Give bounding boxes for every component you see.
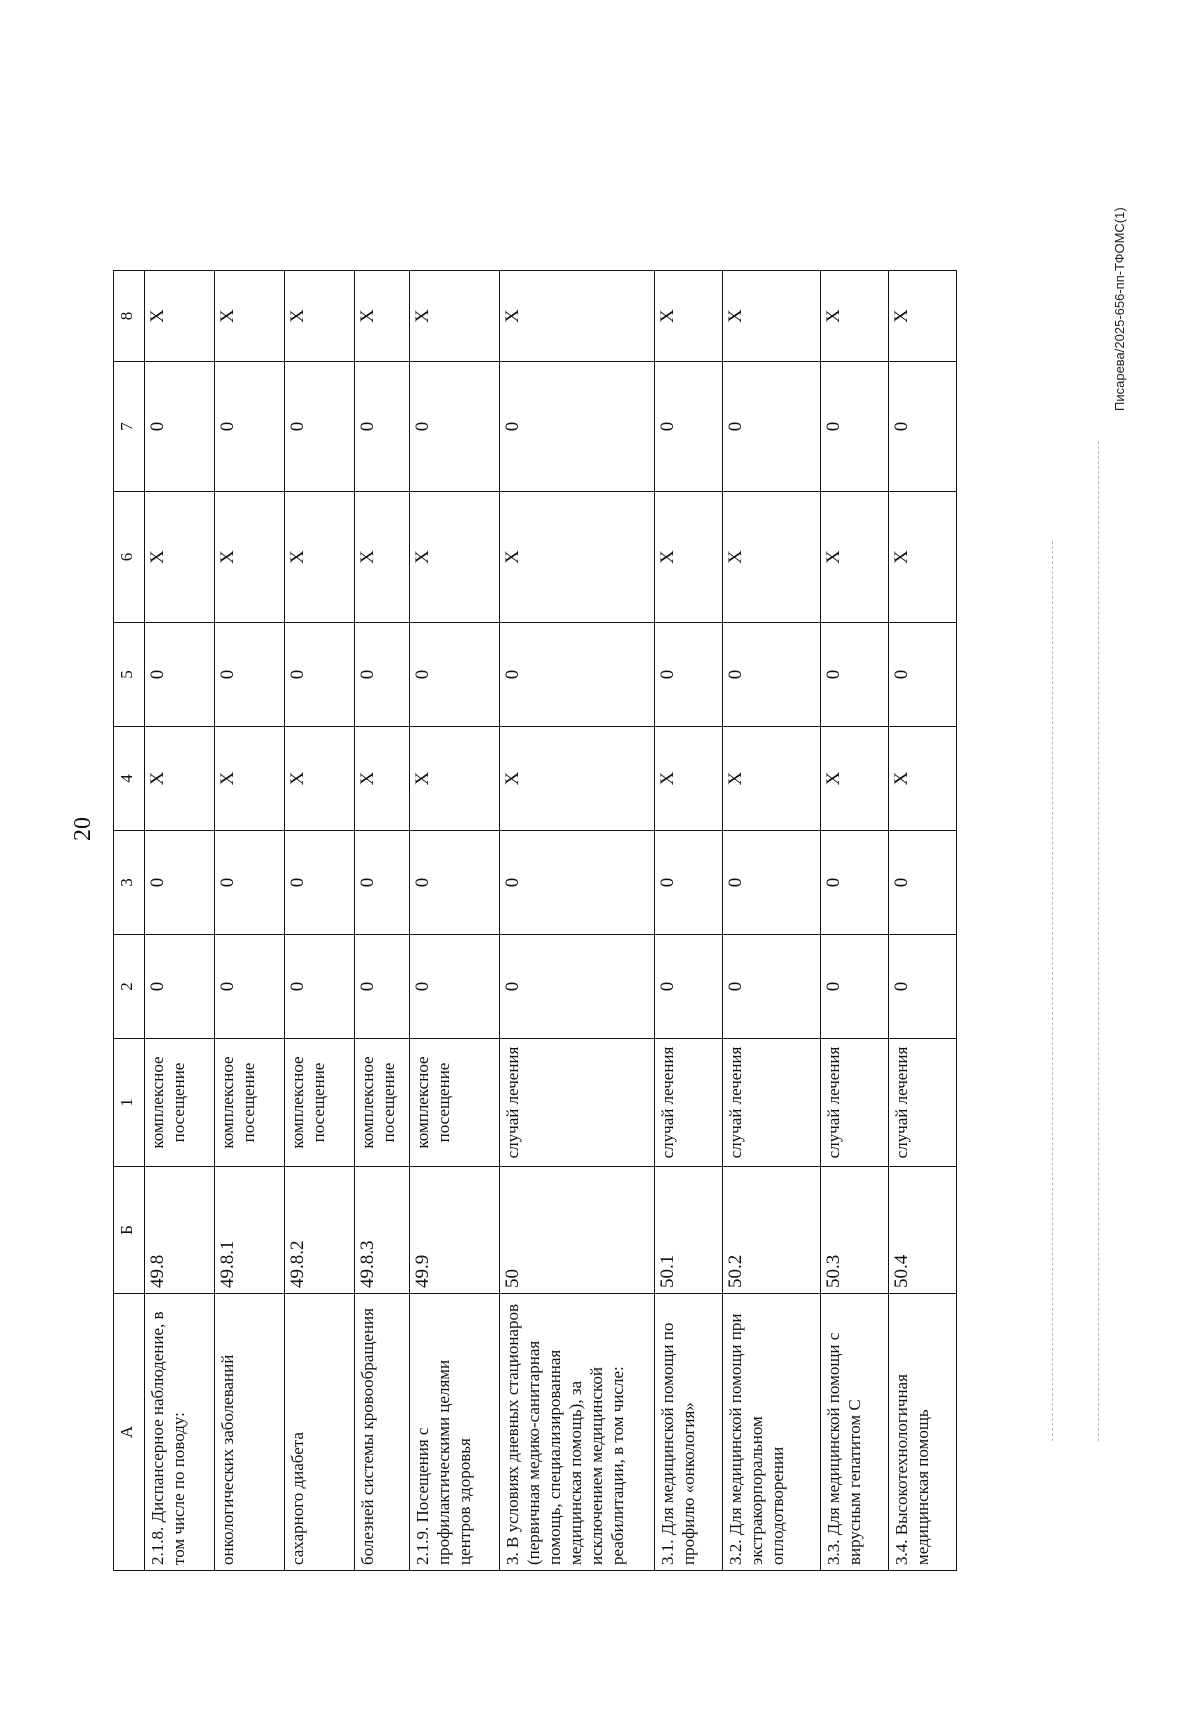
cell-col-8: X — [821, 271, 889, 362]
cell-row-code: 50 — [500, 1167, 655, 1294]
cell-col-3: 0 — [355, 831, 410, 935]
cell-col-4: X — [655, 727, 723, 831]
cell-col-3: 0 — [821, 831, 889, 935]
cell-col-6: X — [215, 492, 285, 623]
cell-col-5: 0 — [889, 623, 957, 727]
cell-col-3: 0 — [500, 831, 655, 935]
cell-col-7: 0 — [655, 362, 723, 492]
table-header-row — [114, 271, 145, 1571]
cell-col-6: X — [889, 492, 957, 623]
cell-col-4: X — [410, 727, 500, 831]
cell-col-5: 0 — [500, 623, 655, 727]
cell-row-code: 50.3 — [821, 1167, 889, 1294]
table-row — [285, 271, 355, 1571]
cell-row-label: 2.1.9. Посещения с профилактическими целями центров здоровья — [410, 1294, 500, 1571]
cell-col-7: 0 — [145, 362, 215, 492]
cell-col-7: 0 — [355, 362, 410, 492]
cell-unit: комплексное посещение — [145, 1039, 215, 1167]
cell-col-2: 0 — [655, 935, 723, 1039]
cell-col-4: X — [145, 727, 215, 831]
cell-col-7: 0 — [500, 362, 655, 492]
cell-col-8: X — [285, 271, 355, 362]
cell-col-5: 0 — [723, 623, 821, 727]
cell-unit: комплексное посещение — [355, 1039, 410, 1167]
header-cell-2: 2 — [114, 935, 145, 1039]
cell-row-label: 3. В условиях дневных стационаров (первичная медико-санитарная помощь, специализированная медицинская помощь), за исключением медицинской реабилитации, в том числе: — [500, 1294, 655, 1571]
table-row — [500, 271, 655, 1571]
table-row — [145, 271, 215, 1571]
cell-row-code: 49.8.2 — [285, 1167, 355, 1294]
cell-row-code: 50.2 — [723, 1167, 821, 1294]
header-cell-4: 4 — [114, 727, 145, 831]
cell-unit: комплексное посещение — [285, 1039, 355, 1167]
cell-col-2: 0 — [821, 935, 889, 1039]
cell-row-code: 49.8 — [145, 1167, 215, 1294]
cell-col-5: 0 — [285, 623, 355, 727]
table-row — [655, 271, 723, 1571]
cell-col-2: 0 — [410, 935, 500, 1039]
cell-col-6: X — [410, 492, 500, 623]
cell-unit: случай лечения — [655, 1039, 723, 1167]
cell-row-label: 3.4. Высокотехнологичная медицинская помощь — [889, 1294, 957, 1571]
cell-col-3: 0 — [145, 831, 215, 935]
cell-unit: случай лечения — [889, 1039, 957, 1167]
footer-filename: Писарева/2025-656-пп-ТФОМС(1) — [1112, 207, 1127, 411]
cell-col-4: X — [500, 727, 655, 831]
cell-col-8: X — [500, 271, 655, 362]
cell-unit: комплексное посещение — [215, 1039, 285, 1167]
cell-col-8: X — [723, 271, 821, 362]
cell-col-2: 0 — [889, 935, 957, 1039]
cell-col-6: X — [723, 492, 821, 623]
cell-row-code: 49.8.3 — [355, 1167, 410, 1294]
cell-col-6: X — [145, 492, 215, 623]
cell-col-2: 0 — [215, 935, 285, 1039]
cell-col-3: 0 — [410, 831, 500, 935]
header-cell-6: 6 — [114, 492, 145, 623]
cell-col-4: X — [355, 727, 410, 831]
cell-col-8: X — [410, 271, 500, 362]
cell-col-8: X — [355, 271, 410, 362]
cell-col-5: 0 — [821, 623, 889, 727]
cell-col-2: 0 — [500, 935, 655, 1039]
cell-col-3: 0 — [889, 831, 957, 935]
data-table — [113, 270, 957, 1571]
cell-col-5: 0 — [145, 623, 215, 727]
header-cell-a: А — [114, 1294, 145, 1571]
cell-col-7: 0 — [723, 362, 821, 492]
scan-artifact-line — [1052, 541, 1053, 1441]
cell-col-7: 0 — [215, 362, 285, 492]
header-cell-1: 1 — [114, 1039, 145, 1167]
cell-row-code: 50.1 — [655, 1167, 723, 1294]
cell-col-3: 0 — [215, 831, 285, 935]
cell-row-label: болезней системы кровообращения — [355, 1294, 410, 1571]
cell-col-4: X — [889, 727, 957, 831]
cell-row-label: сахарного диабета — [285, 1294, 355, 1571]
table-row — [355, 271, 410, 1571]
cell-row-code: 50.4 — [889, 1167, 957, 1294]
cell-row-label: 3.3. Для медицинской помощи с вирусным гепатитом С — [821, 1294, 889, 1571]
cell-col-4: X — [821, 727, 889, 831]
header-cell-8: 8 — [114, 271, 145, 362]
header-cell-b: Б — [114, 1167, 145, 1294]
cell-row-label: 3.1. Для медицинской помощи по профилю «онкология» — [655, 1294, 723, 1571]
cell-col-5: 0 — [355, 623, 410, 727]
header-cell-3: 3 — [114, 831, 145, 935]
table-row — [215, 271, 285, 1571]
cell-col-8: X — [215, 271, 285, 362]
cell-col-7: 0 — [285, 362, 355, 492]
cell-unit: случай лечения — [500, 1039, 655, 1167]
cell-col-4: X — [723, 727, 821, 831]
page-number: 20 — [70, 817, 96, 841]
cell-unit: комплексное посещение — [410, 1039, 500, 1167]
table-row — [723, 271, 821, 1571]
scan-artifact-line — [1098, 441, 1099, 1441]
cell-row-label: 2.1.8. Диспансерное наблюдение, в том числе по поводу: — [145, 1294, 215, 1571]
cell-col-8: X — [145, 271, 215, 362]
table-row — [821, 271, 889, 1571]
table-row — [410, 271, 500, 1571]
cell-col-6: X — [655, 492, 723, 623]
cell-unit: случай лечения — [821, 1039, 889, 1167]
cell-col-7: 0 — [889, 362, 957, 492]
cell-unit: случай лечения — [723, 1039, 821, 1167]
cell-col-2: 0 — [145, 935, 215, 1039]
cell-row-label: онкологических заболеваний — [215, 1294, 285, 1571]
table-row — [889, 271, 957, 1571]
cell-col-2: 0 — [285, 935, 355, 1039]
cell-col-7: 0 — [821, 362, 889, 492]
cell-col-3: 0 — [723, 831, 821, 935]
cell-col-8: X — [655, 271, 723, 362]
cell-col-6: X — [355, 492, 410, 623]
cell-col-7: 0 — [410, 362, 500, 492]
cell-col-2: 0 — [355, 935, 410, 1039]
cell-col-2: 0 — [723, 935, 821, 1039]
cell-row-code: 49.8.1 — [215, 1167, 285, 1294]
cell-col-3: 0 — [285, 831, 355, 935]
cell-row-code: 49.9 — [410, 1167, 500, 1294]
cell-col-6: X — [500, 492, 655, 623]
cell-row-label: 3.2. Для медицинской помощи при экстракорпоральном оплодотворении — [723, 1294, 821, 1571]
header-cell-7: 7 — [114, 362, 145, 492]
cell-col-4: X — [215, 727, 285, 831]
cell-col-3: 0 — [655, 831, 723, 935]
header-cell-5: 5 — [114, 623, 145, 727]
cell-col-5: 0 — [655, 623, 723, 727]
cell-col-8: X — [889, 271, 957, 362]
cell-col-6: X — [821, 492, 889, 623]
cell-col-4: X — [285, 727, 355, 831]
cell-col-5: 0 — [215, 623, 285, 727]
cell-col-5: 0 — [410, 623, 500, 727]
cell-col-6: X — [285, 492, 355, 623]
